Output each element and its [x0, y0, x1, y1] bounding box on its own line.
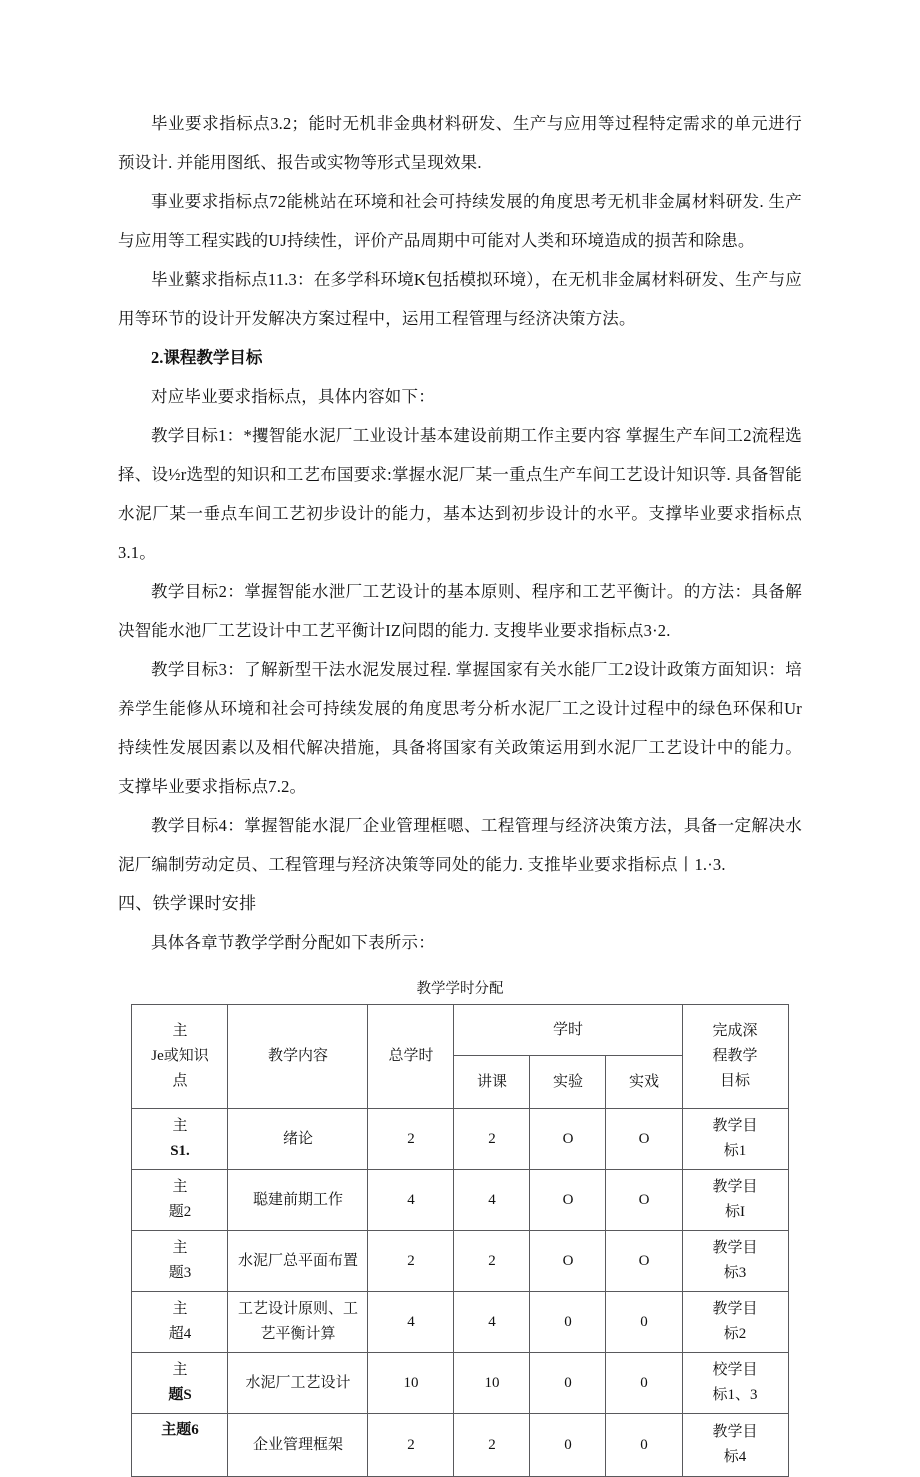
table-header — [132, 1005, 788, 1109]
cell-goal — [682, 1109, 788, 1170]
cell-topic-line-2: 题3 — [168, 1265, 192, 1281]
header-experiment: 实验 — [530, 1056, 606, 1109]
cell-content: 水泥厂总平面布置 — [228, 1231, 368, 1292]
header-practice: 实戏 — [606, 1056, 682, 1109]
cell-goal-line-1: 教学目 — [712, 1179, 758, 1195]
cell-lecture: 2 — [454, 1109, 530, 1170]
cell-topic-line-1: 主 — [172, 1179, 188, 1195]
cell-goal-line-1: 教学目 — [712, 1240, 758, 1256]
cell-goal — [682, 1414, 788, 1477]
header-topic — [132, 1005, 228, 1109]
cell-topic-line-1: 主 — [172, 1301, 188, 1317]
header-goal-line-2: 程教学 — [712, 1048, 758, 1064]
course-goal-4: 教学目标4：掌握智能水混厂企业管理框嗯、工程管理与经济决策方法，具备一定解决水泥厂编制劳动定员、工程管理与羟济决策等同处的能力. 支推毕业要求指标点丨1.·3. — [118, 816, 802, 874]
header-topic-line-3: 点 — [172, 1073, 188, 1089]
paragraph-graduation-3-2: 毕业要求指标点3.2；能时无机非金典材料研发、生产与应用等过程特定需求的单元进行预设计. 并能用图纸、报告或实物等形式呈现效果. — [118, 114, 802, 172]
cell-content: 聪建前期工作 — [228, 1170, 368, 1231]
cell-content: 水泥厂工艺设计 — [228, 1353, 368, 1414]
cell-practice: 0 — [606, 1414, 682, 1477]
cell-goal-line-2: 标3 — [723, 1265, 747, 1281]
cell-practice: O — [606, 1170, 682, 1231]
cell-lecture: 10 — [454, 1353, 530, 1414]
paragraph-graduation-7-2: 事业要求指标点72能桃站在环境和社会可持续发展的角度思考无机非金属材料研发. 生产与应用等工程实践的UJ持续性，评价产品周期中可能对人类和环境造成的损苦和除患。 — [118, 192, 802, 250]
cell-topic — [132, 1109, 228, 1170]
cell-total: 2 — [368, 1231, 454, 1292]
cell-practice: O — [606, 1109, 682, 1170]
cell-experiment: O — [530, 1109, 606, 1170]
cell-goal-line-2: 标4 — [723, 1449, 747, 1465]
cell-lecture: 4 — [454, 1170, 530, 1231]
section-four-lead: 具体各章节教学学酎分配如下表所示： — [151, 933, 435, 952]
header-topic-line-1: 主 — [172, 1023, 188, 1039]
cell-content: 企业管理框架 — [228, 1414, 368, 1477]
cell-total: 4 — [368, 1292, 454, 1353]
cell-practice: O — [606, 1231, 682, 1292]
teaching-hours-table — [131, 1004, 788, 1477]
table-row — [132, 1109, 788, 1170]
cell-goal — [682, 1231, 788, 1292]
table-caption: 教学学时分配 — [416, 981, 504, 997]
header-content: 教学内容 — [228, 1005, 368, 1109]
cell-total: 2 — [368, 1109, 454, 1170]
header-goal — [682, 1005, 788, 1109]
cell-total: 4 — [368, 1170, 454, 1231]
cell-topic — [132, 1170, 228, 1231]
table-body — [132, 1109, 788, 1477]
cell-content: 工艺设计原则、工艺平衡计算 — [228, 1292, 368, 1353]
cell-goal-line-2: 标1、3 — [712, 1387, 758, 1403]
header-lecture: 讲课 — [454, 1056, 530, 1109]
cell-topic-line-2: S1. — [170, 1143, 190, 1159]
cell-lecture: 4 — [454, 1292, 530, 1353]
cell-topic-line-1: 主 — [172, 1362, 188, 1378]
header-hours-group: 学时 — [454, 1005, 682, 1056]
cell-goal — [682, 1170, 788, 1231]
cell-total: 2 — [368, 1414, 454, 1477]
header-total-hours: 总学时 — [368, 1005, 454, 1109]
table-row — [132, 1231, 788, 1292]
cell-experiment: 0 — [530, 1414, 606, 1477]
course-goal-2: 教学目标2：掌握智能水泄厂工艺设计的基本原则、程序和工艺平衡计。的方法：具备解决智能水池厂工艺设计中工艺平衡计IZ问悶的能力. 支搜毕业要求指标点3·2. — [118, 582, 802, 640]
cell-topic — [132, 1353, 228, 1414]
cell-topic-line-2: 超4 — [168, 1326, 192, 1342]
course-goals-lead: 对应毕业要求指标点，具体内容如下： — [151, 387, 435, 406]
table-row — [132, 1170, 788, 1231]
cell-goal-line-1: 校学目 — [712, 1362, 758, 1378]
heading-course-goals: 2.课程教学目标 — [151, 348, 263, 367]
cell-topic-line-2: 题2 — [168, 1204, 192, 1220]
table-row — [132, 1414, 788, 1477]
cell-topic-line-2: 题S — [168, 1387, 192, 1403]
cell-topic-line-1: 主 — [172, 1118, 188, 1134]
cell-lecture: 2 — [454, 1231, 530, 1292]
cell-experiment: 0 — [530, 1353, 606, 1414]
cell-experiment: O — [530, 1231, 606, 1292]
cell-goal-line-1: 教学目 — [712, 1424, 758, 1440]
heading-section-four: 四、铁学课时安排 — [118, 894, 257, 913]
cell-topic — [132, 1231, 228, 1292]
header-goal-line-3: 目标 — [720, 1073, 751, 1089]
cell-topic-line-1: 主 — [172, 1240, 188, 1256]
cell-goal-line-1: 教学目 — [712, 1118, 758, 1134]
cell-goal-line-2: 标I — [725, 1204, 746, 1220]
course-goal-3: 教学目标3：了解新型干法水泥发展过程. 掌握国家有关水能厂工2设计政策方面知识：培养学生能修从环境和社会可持续发展的角度思考分析水泥厂工之设计过程中的绿色环保和Ur持续性发展因素以及相代解决措施，具备将国家有关政策运用到水泥厂工艺设计中的能力。支撑毕业要求指标点7.2。 — [118, 660, 802, 796]
header-goal-line-1: 完成深 — [712, 1023, 758, 1039]
cell-total: 10 — [368, 1353, 454, 1414]
course-goal-1: 教学目标1：*攫智能水泥厂工业设计基本建设前期工作主要内容 掌握生产车间工2流程选择、设½r选型的知识和工艺布国要求:掌握水泥厂某一重点生产车间工艺设计知识等. 具备智能水泥厂某一垂点车间工艺初步设计的能力，基本达到初步设计的水平。支撑毕业要求指标点3.1。 — [118, 426, 802, 562]
table-row — [132, 1353, 788, 1414]
cell-experiment: O — [530, 1170, 606, 1231]
cell-topic — [132, 1414, 228, 1477]
cell-goal — [682, 1353, 788, 1414]
header-topic-line-2: Je或知识 — [151, 1048, 209, 1064]
cell-content: 绪论 — [228, 1109, 368, 1170]
cell-goal-line-1: 教学目 — [712, 1301, 758, 1317]
cell-goal-line-2: 标1 — [723, 1143, 747, 1159]
cell-practice: 0 — [606, 1292, 682, 1353]
cell-practice: 0 — [606, 1353, 682, 1414]
paragraph-graduation-11-3: 毕业蘩求指标点11.3：在多学科环境K包括模拟环境），在无机非金属材料研发、生产与应用等环节的设计开发解决方案过程中，运用工程管理与经济决策方法。 — [118, 270, 802, 328]
table-header-row-1 — [132, 1005, 788, 1056]
cell-topic-line-1: 主题6 — [161, 1422, 199, 1438]
cell-lecture: 2 — [454, 1414, 530, 1477]
cell-goal-line-2: 标2 — [723, 1326, 747, 1342]
cell-experiment: 0 — [530, 1292, 606, 1353]
